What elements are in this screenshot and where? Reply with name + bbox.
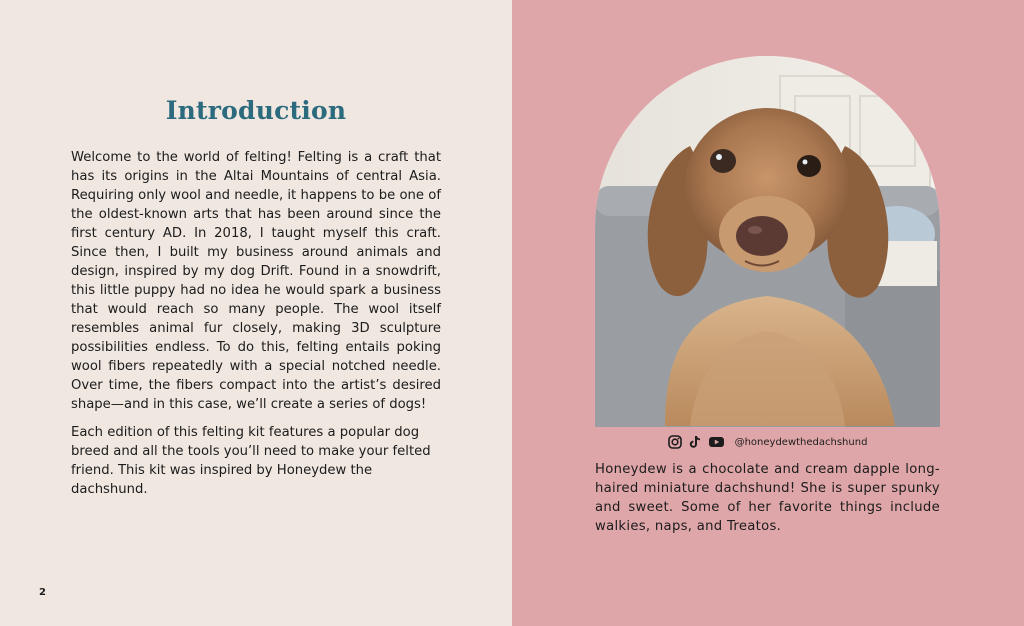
dachshund-photo	[595, 56, 940, 427]
instagram-icon	[668, 435, 682, 449]
dog-caption: Honeydew is a chocolate and cream dapple long-haired miniature dachshund! She is super spunky and sweet. Some of her favorite things include walkies, naps, and Treatos.	[595, 462, 940, 534]
social-media-row	[595, 434, 940, 450]
page-number: 2	[39, 587, 46, 598]
tiktok-icon	[688, 435, 702, 449]
social-handle: @honeydewthedachshund	[734, 436, 868, 448]
youtube-icon	[708, 435, 725, 449]
intro-paragraph-2: Each edition of this felting kit features a popular dog breed and all the tools you’ll need to make your felted friend. This kit was inspired by Honeydew the dachshund.	[71, 425, 431, 497]
page-title: Introduction	[165, 96, 347, 125]
intro-paragraph-1: Welcome to the world of felting! Felting is a craft that has its origins in the Altai Mountains of central Asia. Requiring only wool and needle, it happens to be one of the oldest-known arts that has been around since the first century AD. In 2018, I taught myself this craft. Since then, I built my business around animals and design, inspired by my dog Drift. Found in a snowdrift, this little puppy had no idea he would spark a business that would reach so many people. The wool itself resembles animal fur closely, making 3D sculpture possibilities endless. To do this, felting entails poking wool fibers repeatedly with a special notched needle. Over time, the fibers compact into the artist’s desired shape—and in this case, we’ll create a series of dogs!	[71, 150, 441, 412]
